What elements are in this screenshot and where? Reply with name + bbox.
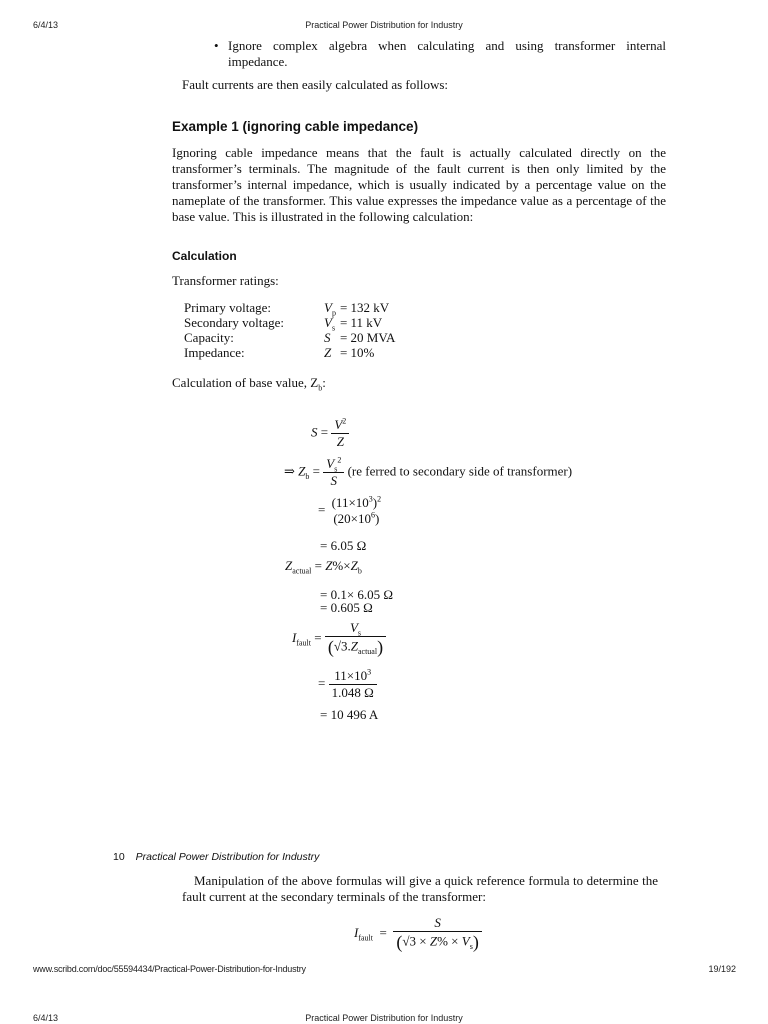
rating-value: = 20 MVA — [339, 330, 396, 345]
calculation-heading: Calculation — [172, 249, 237, 263]
rating-symbol: $V_p$ — [324, 300, 336, 318]
rating-label: Capacity: — [184, 330, 234, 345]
equation-quick-reference: $I_{fault}$ = $\frac{S}{(√3 \times Z\% \times V_s)}$ — [354, 915, 482, 953]
next-print-date: 6/4/13 — [33, 1013, 59, 1023]
print-title: Practical Power Distribution for Industry — [305, 20, 463, 30]
rating-value: = 11 kV — [339, 315, 383, 330]
intro-text: Fault currents are then easily calculated as follows: — [182, 77, 449, 92]
equation-ifault-substitution: = $\frac{11\times 10^3}{1.048 \Omega}$ — [318, 668, 377, 701]
print-page-count: 19/192 — [708, 964, 736, 974]
rating-symbol: S — [324, 330, 331, 345]
rating-row — [184, 300, 395, 315]
equation-note: (re ferred to secondary side of transformer) — [347, 463, 573, 479]
example-paragraph: Ignoring cable impedance means that the fault is actually calculated directly on the transformer’s terminals. The magnitude of the fault current is then only limited by the transformer’s internal impedance, which is usually indicated by a percentage value on the nameplate of the transformer. This value expresses the impedance value as a percentage of the base value. This is illustrated in the following calculation: — [172, 145, 666, 224]
bullet-text: Ignore complex algebra when calculating and using transformer internal impedance. — [228, 38, 666, 69]
equation-zb-result: = 6.05 Ω — [320, 538, 367, 553]
rating-row — [184, 345, 395, 360]
page-number: 10 — [113, 851, 125, 863]
equation-zb: ⇒ $Z_b$ = $\frac{V_s^2}{S}$ (re ferred to secondary side of transformer) — [284, 455, 573, 488]
ratings-table — [184, 300, 395, 360]
equation-zb-substitution: = $(11\times 10^3)^2$ $(20\times 10^6)$ — [318, 494, 382, 526]
next-paragraph: Manipulation of the above formulas will give a quick reference formula to determine the fault current at the secondary terminals of the transformer: — [182, 873, 658, 904]
book-page-footer — [113, 851, 319, 863]
next-print-title: Practical Power Distribution for Industry — [305, 1013, 463, 1023]
equation-zactual: $Z_{actual} = Z\%\times Z_b$ — [285, 558, 362, 576]
ratings-label: Transformer ratings: — [172, 273, 279, 288]
book-title: Practical Power Distribution for Industry — [135, 851, 320, 863]
equation-zactual-step1: = 0.1× 6.05 Ω — [320, 587, 394, 602]
print-url[interactable]: www.scribd.com/doc/55594434/Practical-Power-Distribution-for-Industry — [33, 964, 306, 974]
base-value-label: Calculation of base value, $Z_b$: — [172, 375, 326, 393]
equation-ifault-result: = 10 496 A — [320, 707, 379, 722]
print-date: 6/4/13 — [33, 20, 59, 30]
bullet-item — [214, 38, 666, 70]
rating-symbol: Z — [324, 345, 332, 360]
rating-label: Primary voltage: — [184, 300, 272, 315]
equation-ifault: $I_{fault}$ = $\frac{V_s}{(√3.Z_{actual})}$ — [292, 620, 386, 658]
rating-row — [184, 315, 395, 330]
rating-row — [184, 330, 395, 345]
example-heading: Example 1 (ignoring cable impedance) — [172, 119, 419, 134]
equation-s: S = $\frac{V^2}{Z}$ — [311, 417, 349, 450]
rating-label: Secondary voltage: — [184, 315, 284, 330]
rating-symbol: $V_s$ — [324, 315, 336, 333]
bullet-dot: • — [214, 38, 219, 53]
rating-value: = 132 kV — [339, 300, 390, 315]
equation-zactual-step2: = 0.605 Ω — [320, 600, 373, 615]
rating-label: Impedance: — [184, 345, 245, 360]
rating-value: = 10% — [339, 345, 375, 360]
